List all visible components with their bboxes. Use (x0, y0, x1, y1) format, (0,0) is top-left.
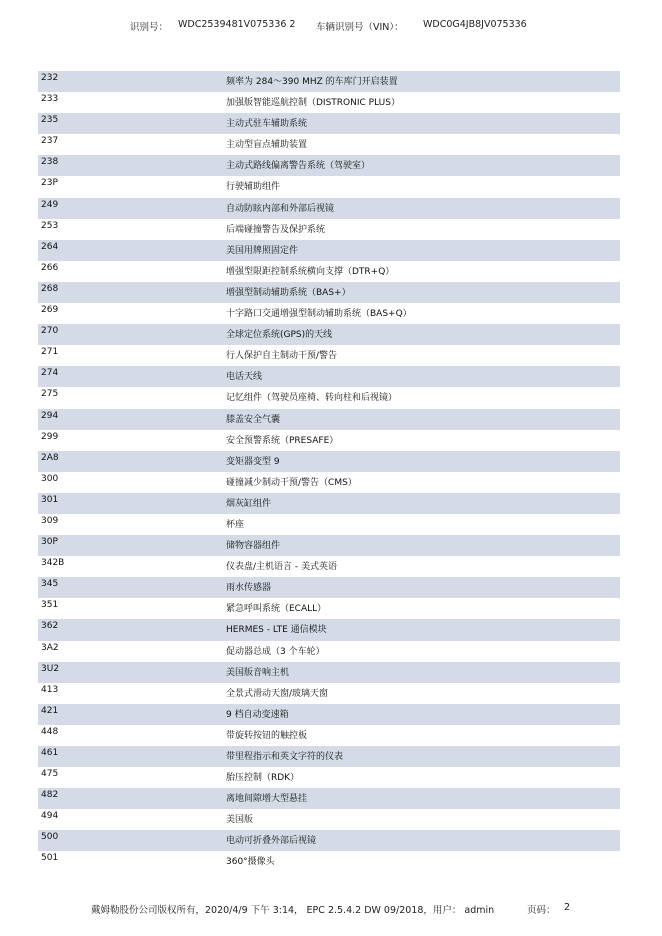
vin-label: 车辆识别号（VIN）： (316, 22, 404, 33)
option-code: 266 (41, 262, 59, 273)
table-row (38, 303, 620, 324)
table-row (38, 155, 620, 176)
option-description: 电动可折叠外部后视镜 (226, 836, 317, 847)
table-row (38, 704, 620, 725)
table-row (38, 493, 620, 514)
page-number-label: 页码： (527, 905, 556, 916)
table-row (38, 176, 620, 197)
option-code: 271 (41, 347, 59, 358)
option-description: 带旋转按钮的触控板 (226, 730, 308, 741)
option-description: 美国版 (226, 815, 254, 826)
option-code: 23P (41, 178, 58, 189)
option-code: 300 (41, 473, 59, 484)
option-description: 杯座 (226, 519, 245, 530)
table-row (38, 577, 620, 598)
option-code: 264 (41, 241, 59, 252)
option-description: 行驶辅助组件 (226, 182, 281, 193)
option-description: 行人保护自主制动干预/警告 (226, 351, 338, 362)
vin-value: WDC0G4JB8JV075336 (423, 19, 527, 30)
table-row (38, 261, 620, 282)
option-code: 461 (41, 748, 59, 758)
option-code: 299 (41, 431, 59, 442)
equipment-code-table (38, 71, 620, 873)
page-header (0, 19, 662, 35)
option-code: 232 (41, 73, 59, 83)
option-code: 275 (41, 389, 59, 400)
option-description: 胎压控制（RDK） (226, 773, 300, 784)
option-code: 233 (41, 94, 59, 105)
option-description: 加强版智能巡航控制（DISTRONIC PLUS） (226, 98, 400, 109)
table-row (38, 430, 620, 451)
table-row (38, 514, 620, 535)
option-description: 变矩器变型 9 (226, 456, 280, 467)
option-code: 238 (41, 157, 59, 168)
option-description: 主动型盲点辅助装置 (226, 140, 308, 151)
option-description: 自动防眩内部和外部后视镜 (226, 203, 335, 214)
footer-copyright: 戴姆勒股份公司版权所有，2020/4/9 下午 3:14， EPC 2.5.4.2 DW 09/2018，用户： admin (91, 905, 495, 916)
option-code: 249 (41, 199, 59, 210)
option-code: 30P (41, 537, 58, 548)
option-code: 342B (41, 558, 65, 569)
option-code: 345 (41, 579, 59, 590)
table-row (38, 345, 620, 366)
option-code: 501 (41, 853, 59, 864)
table-row (38, 71, 620, 92)
option-description: 增强型限距控制系统横向支撑（DTR+Q） (226, 266, 395, 277)
table-row (38, 746, 620, 767)
option-description: 电话天线 (226, 372, 263, 383)
table-row (38, 809, 620, 830)
option-code: 2A8 (41, 452, 59, 463)
option-code: 270 (41, 326, 59, 337)
table-row (38, 113, 620, 134)
table-row (38, 830, 620, 851)
option-description: 储物容器组件 (226, 541, 281, 552)
option-description: HERMES - LTE 通信模块 (226, 625, 327, 636)
option-code: 3A2 (41, 642, 59, 653)
option-code: 235 (41, 115, 59, 126)
table-row (38, 472, 620, 493)
table-row (38, 535, 620, 556)
option-code: 475 (41, 769, 59, 780)
option-code: 268 (41, 283, 59, 294)
table-row (38, 788, 620, 809)
option-code: 421 (41, 705, 59, 716)
option-code: 294 (41, 410, 59, 421)
table-row (38, 619, 620, 640)
option-code: 269 (41, 305, 59, 316)
table-row (38, 556, 620, 577)
table-row (38, 366, 620, 387)
page-number: 2 (564, 902, 571, 913)
option-code: 309 (41, 515, 59, 526)
option-description: 美国版音响主机 (226, 667, 290, 678)
table-row (38, 662, 620, 683)
option-description: 促动器总成（3 个车轮） (226, 646, 325, 657)
table-row (38, 767, 620, 788)
option-code: 448 (41, 726, 59, 737)
table-row (38, 134, 620, 155)
table-row (38, 219, 620, 240)
option-description: 频率为 284～390 MHZ 的车库门开启装置 (226, 77, 398, 87)
option-code: 253 (41, 220, 59, 231)
table-row (38, 409, 620, 430)
option-description: 主动式驻车辅助系统 (226, 119, 308, 130)
table-row (38, 851, 620, 872)
table-row (38, 387, 620, 408)
option-description: 烟灰缸组件 (226, 498, 272, 509)
table-row (38, 324, 620, 345)
option-code: 500 (41, 832, 59, 843)
option-code: 482 (41, 790, 59, 801)
table-row (38, 282, 620, 303)
option-code: 301 (41, 494, 59, 505)
option-description: 360°摄像头 (226, 857, 275, 868)
option-description: 带里程指示和英文字符的仪表 (226, 752, 344, 762)
table-row (38, 92, 620, 113)
option-description: 安全预警系统（PRESAFE） (226, 435, 339, 446)
table-row (38, 725, 620, 746)
table-row (38, 451, 620, 472)
option-code: 274 (41, 368, 59, 379)
id-label: 识别号： (130, 22, 169, 33)
option-description: 紧急呼叫系统（ECALL） (226, 604, 327, 615)
option-description: 全球定位系统(GPS)的天线 (226, 330, 333, 341)
option-description: 离地间隙增大型悬挂 (226, 794, 308, 805)
table-row (38, 198, 620, 219)
table-row (38, 683, 620, 704)
option-code: 413 (41, 684, 59, 695)
option-description: 膝盖安全气囊 (226, 414, 281, 425)
option-code: 351 (41, 600, 59, 611)
option-description: 记忆组件（驾驶员座椅、转向柱和后视镜） (226, 393, 398, 404)
option-description: 美国用牌照固定件 (226, 245, 299, 256)
option-description: 后端碰撞警告及保护系统 (226, 224, 326, 235)
option-description: 仪表盘/主机语言 - 美式英语 (226, 562, 338, 573)
option-description: 增强型制动辅助系统（BAS+） (226, 287, 351, 298)
option-description: 全景式滑动天窗/玻璃天窗 (226, 688, 329, 699)
option-description: 主动式路线偏离警告系统（驾驶室） (226, 161, 371, 172)
option-description: 9 档自动变速箱 (226, 709, 289, 720)
option-code: 3U2 (41, 663, 60, 674)
id-value: WDC2539481V075336 2 (178, 19, 296, 30)
option-description: 碰撞减少制动干预/警告（CMS） (226, 477, 357, 488)
table-row (38, 240, 620, 261)
option-description: 雨水传感器 (226, 583, 272, 594)
option-description: 十字路口交通增强型制动辅助系统（BAS+Q） (226, 309, 412, 320)
table-row (38, 598, 620, 619)
option-code: 362 (41, 621, 59, 632)
table-row (38, 641, 620, 662)
option-code: 237 (41, 136, 59, 147)
option-code: 494 (41, 811, 59, 822)
